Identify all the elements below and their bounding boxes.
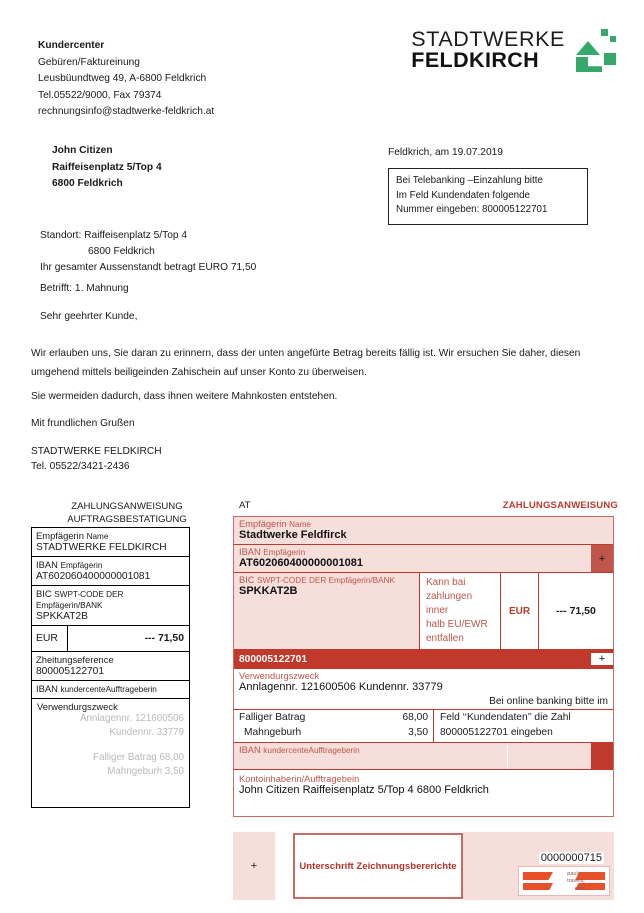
signature-phone: Tel. 05522/3421-2436 xyxy=(31,461,130,472)
left-payer-iban-label xyxy=(36,683,185,694)
telebanking-line-3: Nummer eingeben: 800005122701 xyxy=(396,204,548,216)
left-ghost-betrag: Falliger Batrag 68,00 xyxy=(93,752,184,763)
slip-right-heading: ZAHLUNGSANWEISUNG xyxy=(502,500,618,511)
left-bic-value: SPKKAT2B xyxy=(36,611,88,622)
right-iban-row xyxy=(234,545,613,573)
left-iban-value: AT602060400000001081 xyxy=(36,571,151,582)
right-amount-line xyxy=(239,726,428,741)
right-bic-label xyxy=(234,573,419,585)
right-iban-cell xyxy=(234,545,591,572)
left-payee-label xyxy=(36,530,185,541)
right-amount-line-name: Falliger Batrag xyxy=(239,712,306,723)
body-paragraph-2: Sie wermeiden dadurch, dass ihnen weitere Mahnkosten entstehen. xyxy=(31,391,338,402)
left-bic-label-main: BIC xyxy=(36,588,52,599)
right-account-holder-value: John Citizen Raiffeisenplatz 5/Top 4 6800 Feldkrich xyxy=(239,784,489,796)
signature-field[interactable] xyxy=(293,833,463,899)
right-instruction-line-2: 800005122701 eingeben xyxy=(440,726,553,738)
sender-line-2: Tel.05522/9000, Fax 79374 xyxy=(38,89,162,101)
right-reference-row xyxy=(234,650,613,669)
right-amount: --- 71,50 xyxy=(556,605,596,617)
standort-label: Standort: Raiffeisenplatz 5/Top 4 xyxy=(40,230,188,241)
right-payee-value: Stadtwerke Feldfirck xyxy=(239,529,347,541)
logo-line-1: STADTWERKE xyxy=(411,26,565,51)
right-bic-amount-row xyxy=(234,573,613,650)
sender-line-1: Leusbüundtweg 49, A-6800 Feldkrich xyxy=(38,73,207,85)
slip-country-code: AT xyxy=(239,500,251,511)
left-ghost-kunde: Kundennr. 33779 xyxy=(109,727,184,738)
sender-title: Kundercenter xyxy=(38,40,105,51)
left-confirmation-slip xyxy=(31,527,190,808)
right-payer-iban-label xyxy=(234,743,507,755)
sender-line-3: rechnungsinfo@stadtwerke-feldkrich.at xyxy=(38,106,215,118)
telebanking-line-1: Bei Telebanking –Einzahlung bitte xyxy=(396,175,543,186)
right-bic-value: SPKKAT2B xyxy=(239,585,298,597)
left-payer-iban-label-sub: kundercenteAufftrageberin xyxy=(60,685,157,694)
left-reference-row xyxy=(32,652,189,681)
left-payee-row xyxy=(32,528,189,557)
left-reference-label: Zheitungseference xyxy=(36,654,114,665)
recipient-name: John Citizen xyxy=(52,145,113,156)
right-bic-note xyxy=(420,573,501,649)
right-amount-line-value: 68,00 xyxy=(402,712,428,723)
right-bic-label-main: BIC xyxy=(239,575,255,585)
left-bic-label-sub: SWPT-CODE DER Empfägerin/BANK xyxy=(36,590,124,610)
right-payee-label-sub: Name xyxy=(289,520,311,529)
right-currency: EUR xyxy=(501,573,539,649)
closing-greeting: Mit frundlichen Grußen xyxy=(31,418,135,429)
left-purpose-ghost-text xyxy=(37,712,184,779)
salutation: Sehr geehrter Kunde, xyxy=(40,311,138,322)
right-purpose-row xyxy=(234,669,613,710)
right-reference-value: 800005122701 xyxy=(239,653,307,665)
left-bic-label xyxy=(36,588,185,610)
left-payee-value: STADTWERKE FELDKIRCH xyxy=(36,542,167,553)
right-payer-iban-spacer xyxy=(507,743,591,769)
recipient-city: 6800 Feldkrich xyxy=(52,178,123,190)
right-payment-order-slip xyxy=(233,516,614,817)
left-reference-value: 800005122701 xyxy=(36,666,104,677)
right-account-holder-row xyxy=(234,770,613,816)
left-payer-iban-label-main: IBAN xyxy=(36,683,58,694)
slip-heading-line-2: AUFTRAGSBESTATIGUNG xyxy=(67,514,187,525)
right-amount-line xyxy=(239,711,428,726)
right-bic-note-line-2: halb EU/EWR entfallen xyxy=(426,619,488,644)
paulo-travels-watermark-icon xyxy=(518,866,610,896)
signature-company: STADTWERKE FELDKIRCH xyxy=(31,446,162,457)
right-payer-iban-marker xyxy=(591,743,613,769)
slip-bottom-strip xyxy=(233,832,614,900)
bottom-right-area xyxy=(463,832,614,900)
body-paragraph-1: Wir erlauben uns, Sie daran zu erinnern, dass der unten angefürte Betrag bereits fällig ist. Wir ersuchen Sie daher, diesen umgehend mittels beiligeinden Zahischein auf unser Konto zu überweisen. xyxy=(31,348,581,378)
right-amount-line-value: 3,50 xyxy=(408,726,428,738)
telebanking-line-2: Im Feld Kundendaten folgende xyxy=(396,189,530,201)
right-iban-label xyxy=(234,545,591,557)
left-payee-label-main: Empfägerin xyxy=(36,530,84,541)
left-ghost-mahn: Mahngeburh 3,50 xyxy=(107,766,184,777)
sender-line-0: Gebüren/Faktureinung xyxy=(38,56,140,68)
right-iban-plus-marker: + xyxy=(591,545,613,572)
right-purpose-value: Annlagennr. 121600506 Kundennr. 33779 xyxy=(239,681,443,693)
left-iban-row xyxy=(32,557,189,586)
right-payer-iban-cell xyxy=(234,743,507,769)
slip-serial-number: 0000000715 xyxy=(540,852,602,864)
left-purpose-row xyxy=(32,699,189,807)
total-outstanding-line: Ihr gesamter Aussenstandt betragt EURO 71,50 xyxy=(40,262,257,274)
right-amount-line-name: Mahngeburh xyxy=(244,726,302,738)
left-currency: EUR xyxy=(32,626,68,651)
slip-heading-line-1: ZAHLUNGSANWEISUNG xyxy=(71,501,183,512)
left-iban-label-main: IBAN xyxy=(36,559,58,570)
right-reference-plus-marker: + xyxy=(591,653,613,665)
right-purpose-label: Verwendurgszweck xyxy=(239,671,320,681)
right-bic-cell xyxy=(234,573,420,649)
bottom-plus-marker: + xyxy=(233,832,275,900)
slip-left-heading xyxy=(32,500,222,526)
right-instruction-note xyxy=(434,710,613,742)
right-amount-breakdown-row xyxy=(234,710,613,743)
left-purpose-label: Verwendurgszweck xyxy=(37,701,118,712)
right-payer-iban-label-main: IBAN xyxy=(239,745,261,755)
right-payee-label xyxy=(234,517,613,529)
right-bic-label-sub: SWPT-CODE DER Empfägerin/BANK xyxy=(257,576,395,585)
signature-field-label: Unterschrift Zeichnungsbererichte xyxy=(299,860,457,872)
right-payee-label-main: Empfägerin xyxy=(239,519,287,529)
right-payee-row xyxy=(234,517,613,545)
right-online-banking-note: Bei online banking bitte im xyxy=(489,696,608,707)
left-payee-label-sub: Name xyxy=(86,532,109,541)
logo-line-2: FELDKIRCH xyxy=(411,48,540,72)
right-payer-iban-label-sub: kundercenteAufftrageberin xyxy=(263,746,360,755)
right-payer-iban-row xyxy=(234,743,613,770)
left-iban-label xyxy=(36,559,185,570)
standort-city: 6800 Feldkrich xyxy=(88,246,155,258)
right-amount-breakdown xyxy=(234,710,434,742)
right-iban-label-main: IBAN xyxy=(239,547,261,557)
right-bic-note-line-1: Kann bai zahlungen inner xyxy=(426,577,473,616)
watermark-line-1: paulo xyxy=(567,871,581,877)
recipient-street: Raiffeisenplatz 5/Top 4 xyxy=(52,161,162,173)
left-bic-row xyxy=(32,586,189,626)
left-iban-label-sub: Empfägerin xyxy=(60,561,103,570)
right-account-holder-label: Kontoinhaberin/Aufftragebein xyxy=(239,774,360,784)
watermark-line-2: travels. xyxy=(567,878,585,884)
subject-line: Betrifft: 1. Mahnung xyxy=(40,283,129,294)
right-iban-label-sub: Empfägerin xyxy=(263,548,306,557)
left-amount-row xyxy=(32,626,189,652)
right-instruction-line-1: Feld ‘‘Kundendaten’’ die Zahl xyxy=(440,712,571,723)
watermark-line-3: com xyxy=(574,886,586,892)
left-amount: --- 71,50 xyxy=(144,633,184,644)
right-iban-value: AT602060400000001081 xyxy=(239,557,363,569)
left-payer-iban-row xyxy=(32,681,189,699)
date-line: Feldkrich, am 19.07.2019 xyxy=(388,147,503,158)
left-ghost-anlage: Annlagennr. 121600506 xyxy=(79,713,184,724)
